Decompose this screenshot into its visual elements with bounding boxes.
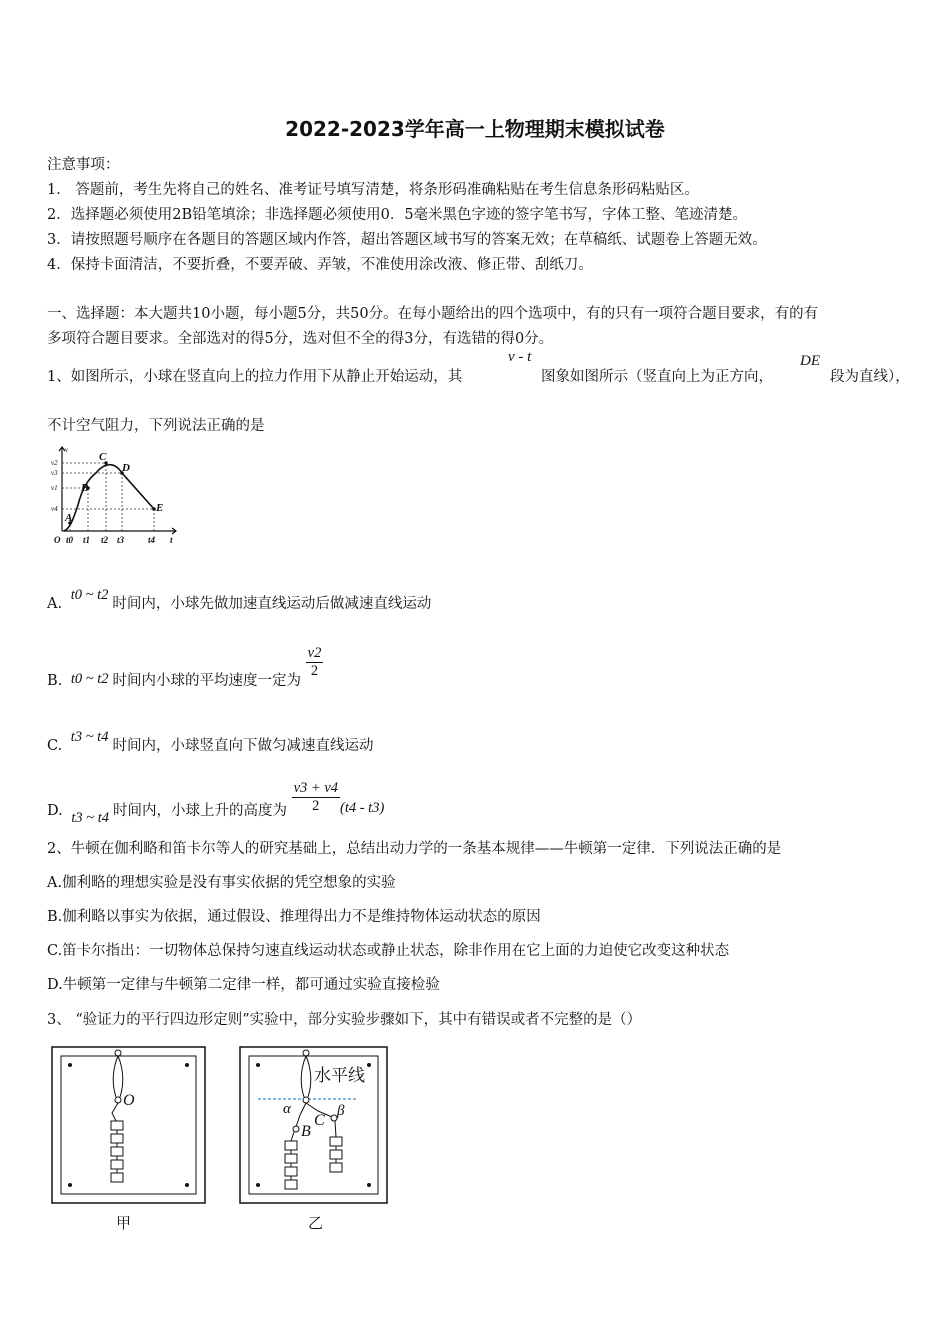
graph-y-tick-v2: v2: [51, 459, 58, 467]
page-title: 2022-2023学年高一上物理期末模拟试卷: [285, 117, 665, 141]
q1-option-D-math: t3 ~ t4: [71, 809, 109, 826]
q1-option-D-denominator: 2: [312, 798, 320, 814]
q1-option-D-text: 时间内，小球上升的高度为: [112, 802, 287, 819]
q3-stem: 3、 “验证力的平行四边形定则”实验中，部分实验步骤如下，其中有错误或者不完整的是（）: [47, 1012, 642, 1028]
graph-y-tick-v3: v3: [51, 469, 58, 477]
q1-option-C-text: 时间内，小球竖直向下做匀减速直线运动: [112, 738, 374, 754]
q1-option-A-text: 时间内，小球先做加速直线运动后做减速直线运动: [112, 596, 432, 612]
graph-x-label: t: [170, 535, 173, 545]
graph-curve: [64, 465, 154, 531]
graph-x-tick-t2: t2: [101, 535, 109, 545]
graph-point-B: B: [81, 482, 89, 494]
q3-figure-left: [50, 1045, 210, 1235]
figure-right-caption: 乙: [308, 1216, 324, 1232]
q1-stem-line2: 不计空气阻力，下列说法正确的是: [47, 418, 265, 434]
notice-item-1: 1． 答题前，考生先将自己的姓名、准考证号填写清楚，将条形码准确粘贴在考生信息条形码粘贴区。: [47, 182, 699, 198]
q2-option-B: B.伽利略以事实为依据，通过假设、推理得出力不是维持物体运动状态的原因: [47, 909, 541, 925]
notice-item-4: 4．保持卡面清洁，不要折叠，不要弄破、弄皱，不准使用涂改液、修正带、刮纸刀。: [47, 257, 593, 273]
graph-origin: O: [54, 535, 61, 545]
graph-point-D: D: [122, 462, 130, 474]
q1-option-A: [47, 587, 432, 613]
q1-option-B-text: 时间内小球的平均速度一定为: [112, 672, 302, 689]
figure-left-label-O: O: [123, 1092, 135, 1109]
q1-option-C-prefix: C.: [47, 738, 63, 754]
q1-option-B-prefix: B.: [47, 672, 63, 689]
q1-option-D-fraction: [292, 780, 340, 815]
q1-stem-part2: 图象如图所示（竖直向上为正方向，: [541, 369, 773, 385]
graph-x-tick-t3: t3: [117, 535, 125, 545]
q1-math-vt: v - t: [508, 349, 532, 365]
graph-x-tick-t0: t0: [66, 535, 74, 545]
q1-option-C: [47, 729, 374, 755]
q1-option-B-fraction: [306, 645, 324, 680]
figure-right-label-alpha: α: [283, 1101, 291, 1117]
figure-right-label-beta: β: [337, 1103, 345, 1119]
q1-stem-part1: 1、如图所示，小球在竖直向上的拉力作用下从静止开始运动，其: [47, 369, 463, 385]
notice-item-3: 3．请按照题号顺序在各题目的答题区域内作答，超出答题区域书写的答案无效；在草稿纸、试题卷上答题无效。: [47, 232, 767, 248]
graph-y-tick-v4: v4: [51, 505, 58, 513]
notice-item-2: 2．选择题必须使用2B铅笔填涂；非选择题必须使用0．5毫米黑色字迹的签字笔书写，字体工整、笔迹清楚。: [47, 207, 748, 223]
q2-option-D: D.牛顿第一定律与牛顿第二定律一样，都可通过实验直接检验: [47, 977, 440, 993]
q1-math-de: DE: [800, 353, 820, 369]
q1-option-B-denominator: 2: [310, 663, 319, 679]
q1-option-D-numerator: v3 + v4: [293, 780, 338, 796]
section1-line1: 一、选择题：本大题共10小题，每小题5分，共50分。在每小题给出的四个选项中，有的只有一项符合题目要求，有的有: [47, 306, 819, 322]
section1-line2: 多项符合题目要求。全部选对的得5分，选对但不全的得3分，有选错的得0分。: [47, 331, 554, 347]
figure-right-label-water: 水平线: [314, 1066, 365, 1085]
graph-x-tick-t1: t1: [83, 535, 91, 545]
graph-y-tick-v1: v1: [51, 484, 58, 492]
q1-option-B-math: t0 ~ t2: [70, 670, 109, 687]
q1-option-D-prefix: D.: [47, 802, 63, 819]
q1-stem-part3: 段为直线），: [830, 369, 910, 385]
q1-option-D-tail: (t4 - t3): [340, 799, 385, 816]
q1-option-A-math: t0 ~ t2: [70, 587, 109, 603]
q2-option-C: C.笛卡尔指出：一切物体总保持匀速直线运动状态或静止状态，除非作用在它上面的力迫使它改变这种状态: [47, 943, 730, 959]
graph-point-E: E: [156, 502, 164, 514]
notice-heading: 注意事项：: [47, 157, 120, 173]
q1-option-B: [47, 643, 323, 689]
q1-vt-graph: [48, 443, 180, 548]
q2-stem: 2、牛顿在伽利略和笛卡尔等人的研究基础上，总结出动力学的一条基本规律——牛顿第一定律．下列说法正确的是: [47, 841, 782, 857]
q1-option-A-prefix: A.: [47, 596, 63, 612]
q1-option-D: [47, 778, 385, 826]
q1-option-C-math: t3 ~ t4: [70, 729, 109, 745]
q1-option-B-numerator: v2: [307, 645, 322, 661]
q2-option-A: A.伽利略的理想实验是没有事实依据的凭空想象的实验: [47, 875, 396, 891]
graph-y-label: v: [65, 446, 69, 454]
figure-right-label-C: C: [314, 1112, 325, 1129]
graph-point-C: C: [99, 451, 107, 463]
figure-left-caption: 甲: [116, 1216, 132, 1232]
graph-point-A: A: [65, 512, 73, 524]
graph-x-tick-t4: t4: [148, 535, 156, 545]
figure-right-label-B: B: [301, 1123, 311, 1140]
q3-figure-right: [238, 1045, 398, 1235]
